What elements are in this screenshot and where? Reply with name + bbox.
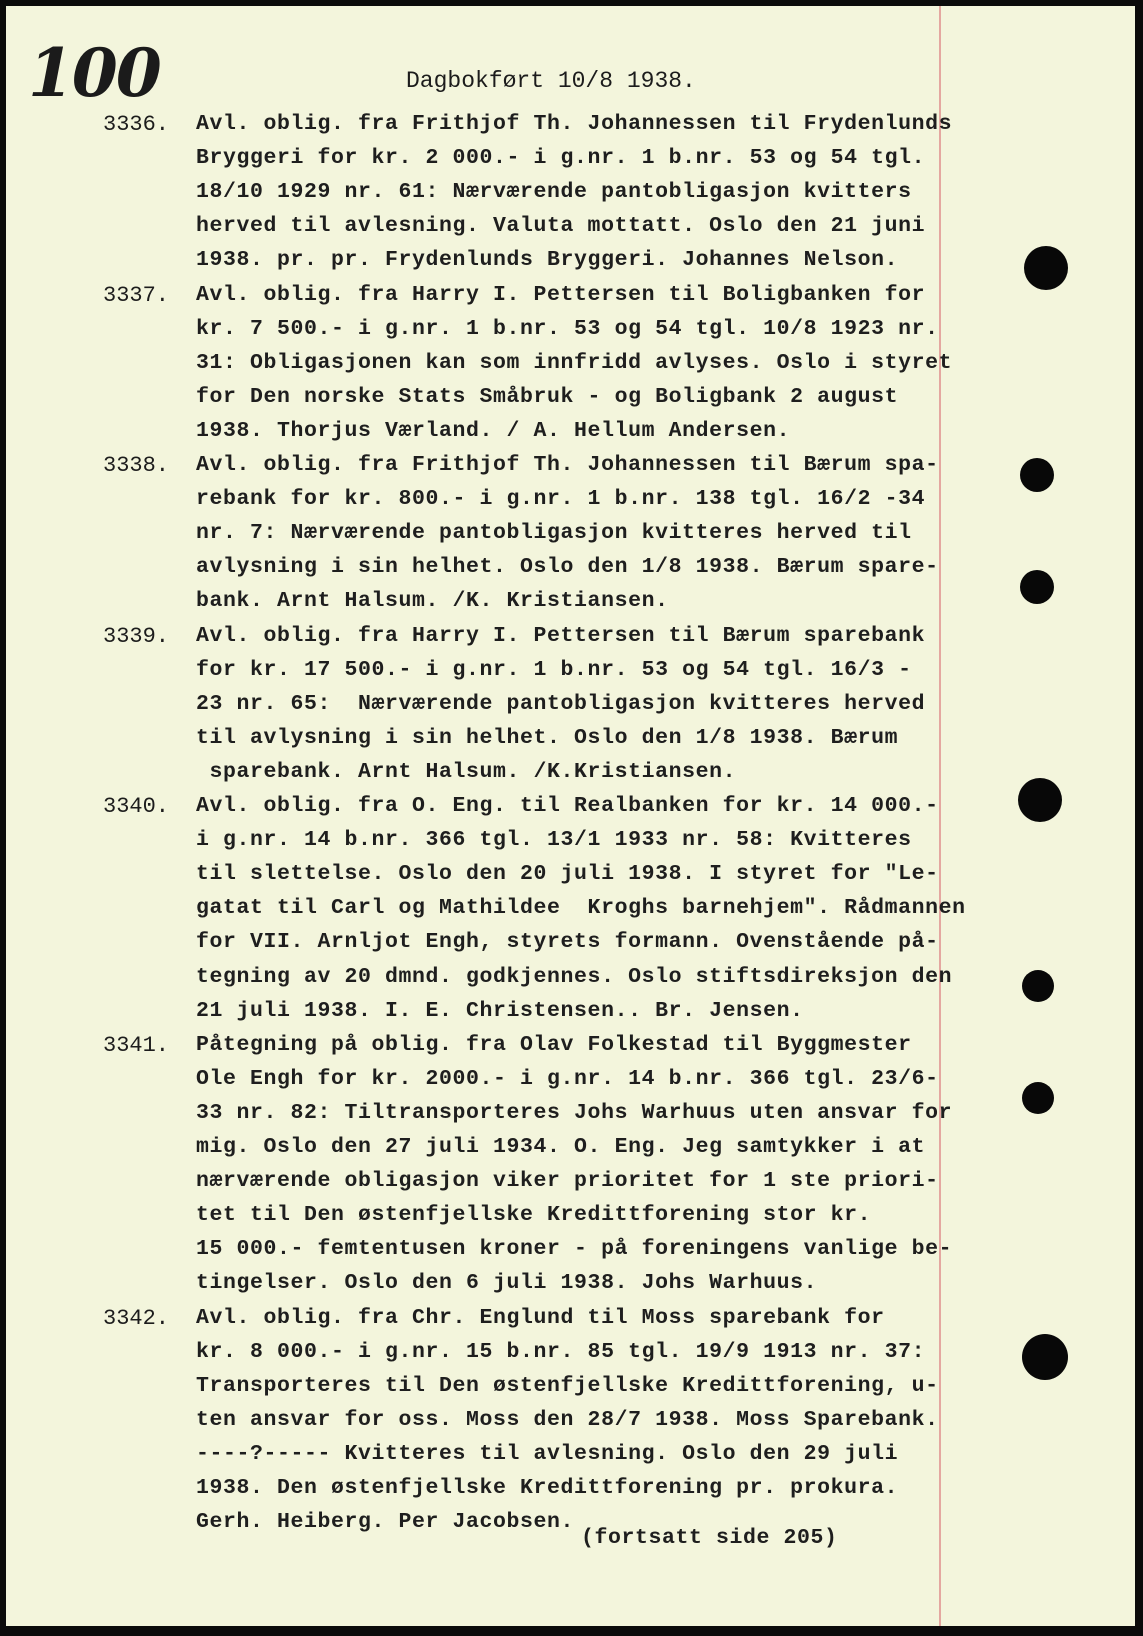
entry-text-line: tegning av 20 dmnd. godkjennes. Oslo stiftsdireksjon den [196, 964, 953, 989]
ledger-page [6, 6, 1135, 1626]
entry-text-line: Transporteres til Den østenfjellske Kredittforening, u- [196, 1373, 939, 1398]
entry-number: 3339. [103, 623, 170, 649]
entry-text-line: 18/10 1929 nr. 61: Nærværende pantobligasjon kvitters [196, 180, 912, 205]
entry-number: 3340. [103, 794, 170, 819]
punch-hole [1022, 1334, 1068, 1380]
entry-text-line: Bryggeri for kr. 2 000.- i g.nr. 1 b.nr. 53 og 54 tgl. [196, 146, 926, 171]
entry-text-line: 21 juli 1938. I. E. Christensen.. Br. Jensen. [196, 998, 804, 1023]
margin-rule [939, 6, 941, 1626]
entry-text-line: for kr. 17 500.- i g.nr. 1 b.nr. 53 og 54 tgl. 16/3 - [196, 657, 912, 682]
entry-number: 3342. [103, 1305, 170, 1331]
punch-hole [1024, 246, 1068, 290]
entry-text-line: 1938. pr. pr. Frydenlunds Bryggeri. Johannes Nelson. [196, 248, 899, 273]
entry-text-line: 1938. Thorjus Værland. / A. Hellum Andersen. [196, 418, 791, 443]
entry-text-line: bank. Arnt Halsum. /K. Kristiansen. [196, 589, 669, 614]
punch-hole [1022, 1082, 1054, 1114]
entry-text-line: avlysning i sin helhet. Oslo den 1/8 1938. Bærum spare- [196, 555, 939, 580]
entry-text-line: nærværende obligasjon viker prioritet for 1 ste priori- [196, 1169, 939, 1194]
entry-text-line: nr. 7: Nærværende pantobligasjon kvitteres herved til [196, 521, 912, 546]
punch-hole [1020, 570, 1054, 604]
entry-text-line: kr. 7 500.- i g.nr. 1 b.nr. 53 og 54 tgl. 10/8 1923 nr. [196, 316, 939, 341]
entry-text-line: Avl. oblig. fra O. Eng. til Realbanken for kr. 14 000.- [196, 794, 939, 818]
entry-text-line: 33 nr. 82: Tiltransporteres Johs Warhuus uten ansvar for [196, 1100, 953, 1125]
entry-text-line: 15 000.- femtentusen kroner - på foreningens vanlige be- [196, 1237, 953, 1262]
entry-text-line: Ole Engh for kr. 2000.- i g.nr. 14 b.nr. 366 tgl. 23/6- [196, 1066, 939, 1091]
entry-text-line: til avlysning i sin helhet. Oslo den 1/8 1938. Bærum [196, 725, 899, 750]
entry-text-line: ten ansvar for oss. Moss den 28/7 1938. Moss Sparebank. [196, 1407, 939, 1432]
entry-text-line: tet til Den østenfjellske Kredittforening stor kr. [196, 1203, 872, 1228]
entry-text-line: rebank for kr. 800.- i g.nr. 1 b.nr. 138 tgl. 16/2 -34 [196, 487, 926, 512]
entry-number: 3337. [103, 282, 170, 308]
entry-text-line: Avl. oblig. fra Harry I. Pettersen til Boligbanken for [196, 282, 926, 307]
entry-text-line: ----?----- Kvitteres til avlesning. Oslo den 29 juli [196, 1441, 899, 1466]
entry-text-line: kr. 8 000.- i g.nr. 15 b.nr. 85 tgl. 19/9 1913 nr. 37: [196, 1339, 926, 1364]
entry-text-line: til slettelse. Oslo den 20 juli 1938. I styret for "Le- [196, 862, 939, 887]
entry-text-line: mig. Oslo den 27 juli 1934. O. Eng. Jeg samtykker i at [196, 1134, 926, 1159]
entry-text-line: i g.nr. 14 b.nr. 366 tgl. 13/1 1933 nr. 58: Kvitteres [196, 828, 912, 853]
continuation-note: (fortsatt side 205) [581, 1526, 838, 1550]
entry-text-line: Påtegning på oblig. fra Olav Folkestad til Byggmester [196, 1032, 912, 1057]
entry-text-line: 1938. Den østenfjellske Kredittforening pr. prokura. [196, 1476, 899, 1500]
punch-hole [1020, 458, 1054, 492]
entry-text-line: Avl. oblig. fra Harry I. Pettersen til Bærum sparebank [196, 623, 926, 648]
entry-text-line: for VII. Arnljot Engh, styrets formann. Ovenstående på- [196, 930, 939, 955]
entry-text-line: for Den norske Stats Småbruk - og Boligbank 2 august [196, 384, 899, 409]
folio-number: 100 [28, 34, 160, 112]
entry-text-line: herved til avlesning. Valuta mottatt. Oslo den 21 juni [196, 214, 926, 239]
page-header: Dagbokført 10/8 1938. [406, 68, 696, 94]
entry-text-line: Avl. oblig. fra Frithjof Th. Johannessen til Bærum spa- [196, 453, 939, 477]
entry-text-line: Avl. oblig. fra Chr. Englund til Moss sparebank for [196, 1305, 885, 1330]
entry-text-line: gatat til Carl og Mathildee Kroghs barnehjem". Rådmannen [196, 896, 966, 921]
entry-number: 3338. [103, 453, 170, 478]
entry-number: 3336. [103, 112, 170, 137]
entry-text-line: 31: Obligasjonen kan som innfridd avlyses. Oslo i styret [196, 350, 953, 375]
entry-text-line: tingelser. Oslo den 6 juli 1938. Johs Warhuus. [196, 1271, 818, 1296]
entry-text-line: sparebank. Arnt Halsum. /K.Kristiansen. [196, 759, 737, 784]
entry-text-line: Gerh. Heiberg. Per Jacobsen. [196, 1510, 575, 1535]
entry-text-line: 23 nr. 65: Nærværende pantobligasjon kvitteres herved [196, 691, 926, 716]
entry-text-line: Avl. oblig. fra Frithjof Th. Johannessen til Frydenlunds [196, 112, 953, 136]
punch-hole [1018, 778, 1062, 822]
entry-number: 3341. [103, 1032, 170, 1058]
punch-hole [1022, 970, 1054, 1002]
